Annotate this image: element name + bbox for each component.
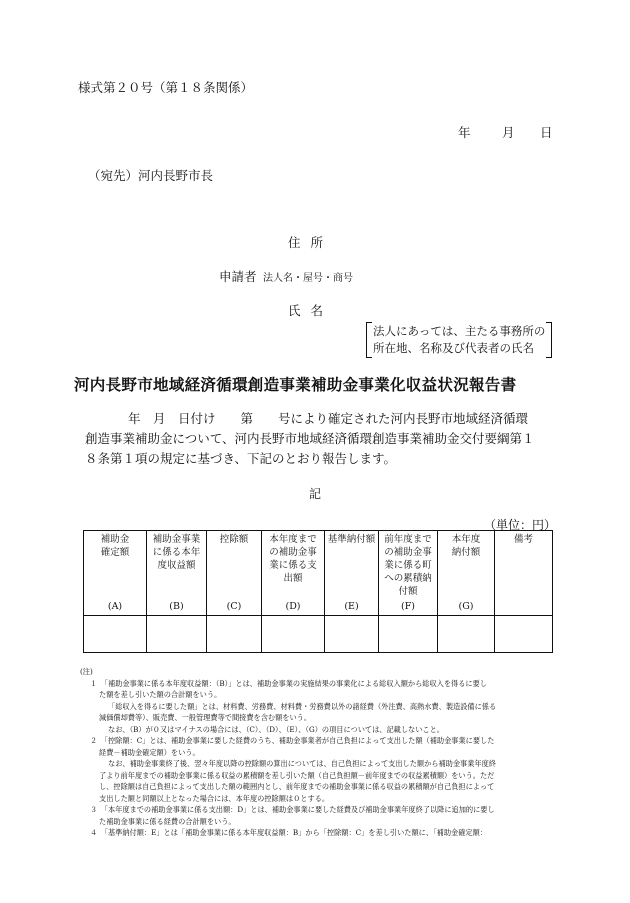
corp-note-line2: 所在地、名称及び代表者の氏名	[373, 341, 534, 355]
column-label-line: の補助金事	[384, 547, 432, 558]
column-code: (A)	[107, 601, 123, 612]
date-line	[458, 123, 578, 141]
table-input-cell[interactable]	[207, 616, 262, 653]
note-2e: し、控除額は自己負担によって支出した額の範囲内とし、前年度までの補助金事業に係る収益の累積額が自己負担によって	[99, 782, 495, 791]
note-3a: ３ 「本年度までの補助金事業に係る支出額：D」とは、補助金事業に要した経費及び補助金事業年度終了以降に追加的に要し	[90, 805, 495, 814]
column-label-line: に係る本年	[152, 547, 201, 558]
date-month: 月	[502, 125, 515, 140]
date-year: 年	[458, 125, 471, 140]
table-header-cell	[438, 531, 495, 616]
column-label-line: 前年度まで	[384, 534, 432, 545]
column-label-line: 備考	[513, 534, 533, 545]
note-2b: 経費－補助金確定額）をいう。	[99, 747, 200, 757]
table-input-cell[interactable]	[84, 616, 147, 653]
addressee: （宛先）河内長野市長	[88, 168, 214, 183]
column-label	[147, 533, 206, 572]
column-label-line: への累積納	[384, 573, 432, 584]
table-input-cell[interactable]	[438, 616, 495, 653]
column-label-line: 業に係る支	[269, 560, 317, 571]
column-label-line: 本年度まで	[269, 534, 317, 545]
note-2c: なお、補助金事業終了後、翌々年度以降の控除額の算出については、自己負担によって支出した額から補助金事業年度終	[108, 759, 496, 768]
body-line-3: ８条第１項の規定に基づき、下記のとおり報告します。	[85, 451, 397, 466]
note-1e: なお、（B）が０又はマイナスの場合には、（C）、（D）、（E）、（G）の項目については、記載しないこと。	[108, 724, 444, 734]
table-input-cell[interactable]	[147, 616, 207, 653]
column-label-line: 出額	[283, 573, 303, 584]
column-label	[84, 533, 146, 559]
column-label-line: 度収益額	[157, 560, 196, 571]
column-label-line: の補助金事	[269, 547, 317, 558]
form-number: 様式第２０号（第１８条関係）	[78, 80, 254, 95]
table-input-cell[interactable]	[379, 616, 438, 653]
revenue-table	[83, 530, 553, 653]
date-day: 日	[540, 125, 553, 140]
corp-note-line1: 法人にあっては、主たる事務所の	[373, 324, 546, 338]
note-4a: ４ 「基準納付額：E」とは「補助金事業に係る本年度収益額：B」から「控除額：C」を差し引いた額に、「補助金確定額：	[90, 828, 487, 837]
column-label-line: 業に係る町	[384, 560, 432, 571]
table-header-cell	[207, 531, 262, 616]
ki-heading: 記	[309, 487, 322, 501]
notes-heading: (注)	[80, 667, 93, 676]
note-2a: ２ 「控除額：C」とは、補助金事業に要した経費のうち、補助金事業者が自己負担によって支出した額（補助金事業に要した	[90, 736, 495, 745]
corp-note-bracket	[366, 322, 552, 358]
table-header-row	[84, 531, 553, 616]
column-label	[495, 533, 552, 546]
column-label	[325, 533, 378, 546]
document-title: 河内長野市地域経済循環創造事業補助金事業化収益状況報告書	[74, 375, 517, 394]
column-label-line: 補助金	[100, 534, 130, 545]
table-header-cell	[495, 531, 553, 616]
column-label	[379, 533, 437, 598]
table-input-cell[interactable]	[325, 616, 379, 653]
column-code: (G)	[458, 601, 474, 612]
column-code: (C)	[226, 601, 242, 612]
address-label: 住 所	[288, 235, 326, 250]
column-label-line: 基準納付額	[327, 534, 376, 545]
note-1a: １ 「補助金事業に係る本年度収益額：（B）」とは、補助金事業の実施結果の事業化による総収入額から総収入を得るに要し	[90, 678, 487, 688]
note-2f: 支出した額と同額以上となった場合には、本年度の控除額は０とする。	[99, 793, 330, 803]
table-header-cell	[379, 531, 438, 616]
note-1b: た額を差し引いた額の合計額をいう。	[99, 690, 222, 699]
table-input-cell[interactable]	[495, 616, 553, 653]
column-label	[262, 533, 324, 585]
table-header-cell	[147, 531, 207, 616]
column-label-line: 本年度	[451, 534, 481, 545]
table-header-cell	[84, 531, 147, 616]
column-label-line: 控除額	[219, 534, 249, 545]
body-line-2: 創造事業補助金について、河内長野市地域経済循環創造事業補助金交付要綱第１	[85, 431, 535, 446]
name-label: 氏 名	[288, 303, 326, 318]
column-label-line: 補助金事業	[152, 534, 201, 545]
column-label	[438, 533, 494, 559]
column-code: (E)	[344, 601, 359, 612]
table-header-cell	[262, 531, 325, 616]
applicant-label: 申請者	[219, 269, 257, 284]
column-label-line: 納付額	[451, 547, 481, 558]
column-code: (F)	[400, 601, 415, 612]
table-input-cell[interactable]	[262, 616, 325, 653]
unit-label: （単位：円）	[484, 518, 557, 532]
column-code: (D)	[285, 601, 301, 612]
column-code: (B)	[169, 601, 184, 612]
table-data-row	[84, 616, 553, 653]
body-text	[85, 409, 565, 469]
note-1c: 「総収入を得るに要した額」とは、材料費、労務費、材料費・労務費以外の諸経費（外注費、高熱水費、製造設備に係る	[108, 701, 497, 711]
column-label-line: 確定額	[100, 547, 130, 558]
column-label	[207, 533, 261, 546]
body-line-1: 年 月 日付け 第 号により確定された河内長野市地域経済循環	[128, 411, 529, 426]
note-3b: た補助金事業に係る経費の合計額をいう。	[99, 816, 236, 826]
note-1d: 減価償却費等）、販売費、一般管理費等で間接費を含む額をいう。	[99, 713, 312, 722]
applicant-note: 法人名・屋号・商号	[263, 273, 353, 284]
note-2d: 了より前年度までの補助金事業に係る収益の累積額を差し引いた額（自己負担額－前年度までの収益累積額）をいう。ただ	[99, 770, 495, 780]
table-header-cell	[325, 531, 379, 616]
column-label-line: 付額	[398, 586, 418, 597]
notes-section	[80, 666, 555, 839]
